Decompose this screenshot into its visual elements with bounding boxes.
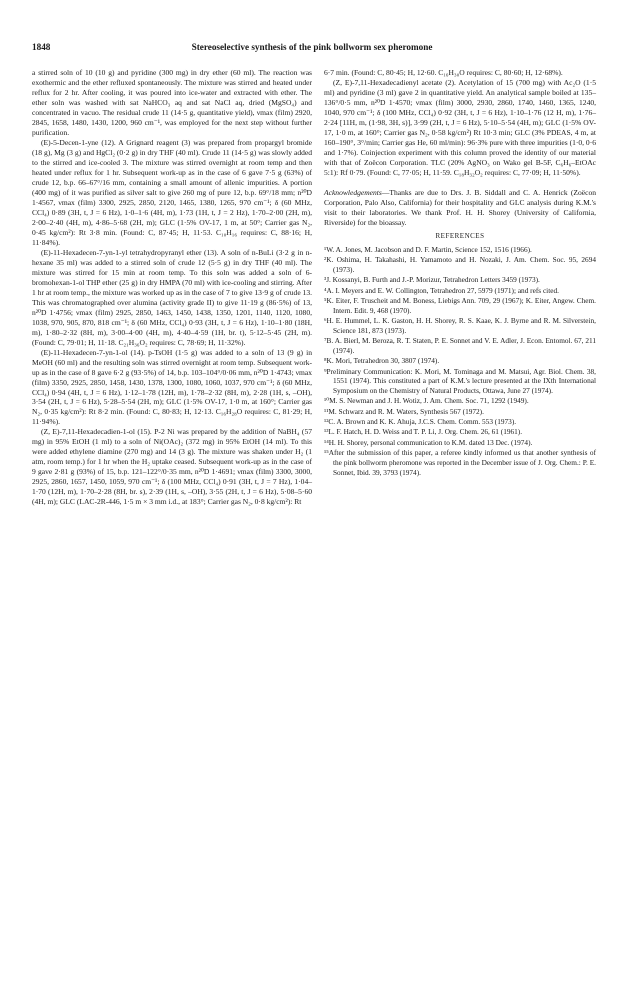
reference-item: ⁸K. Mori, Tetrahedron 30, 3807 (1974). (324, 356, 440, 366)
running-title: Stereoselective synthesis of the pink bollworm sex pheromone (191, 42, 433, 52)
acknowledgements-text: —Thanks are due to Drs. J. B. Siddall and C. A. Henrick (Zoëcon Corporation, Palo Also, California) for their hospitality and GLC analysis during K.M.'s visit to their laboratories. We thank Prof. H. H. Shorey (University of California, Riverside) for the bioassay. (324, 187, 596, 227)
reference-list (324, 245, 596, 478)
page-number: 1848 (32, 42, 51, 52)
reference-item: ⁶H. E. Hummel, L. K. Gaston, H. H. Shorey, R. S. Kaae, K. J. Byrne and R. M. Silverstein, Science 181, 873 (1973). (324, 315, 596, 335)
paragraph: (E)-5-Decen-1-yne (12). A Grignard reagent (3) was prepared from propargyl bromide (18 g), Mg (3 g) and HgCl₂ (0·2 g) in dry THF (40 ml). Crude 11 (14·5 g) was slowly added to the stirred and ice-cooled 3. The mixture was stirred overnight at room temp and then heated under reflux for 1 hr. Subsequent work-up as in the case of 6 gave 7·5 g (63%) of crude 12, b.p. 66–67°/16 mm, containing a small amount of allenic impurities. A portion (400 mg) of it was purified as silver salt to give 260 mg of pure 12, b.p. 69°/18 mm; n²⁰D 1·4567, νmax (film) 3300, 2925, 2850, 2120, 1465, 1380, 1265, 970 cm⁻¹; δ (60 MHz, CCl₄) 0·89 (3H, t, J = 6 Hz), 1·0–1·6 (4H, m), 1·73 (1H, t, J = 2 Hz), 1·70–2·00 (2H, m), 2·00–2·40 (4H, m), 4·86–5·68 (2H, m); GLC (1·5% OV-17, 1 m, at 50°; Carrier gas N₂, 0·45 kg/cm²): Rt 3·8 min. (Found: C, 87·45; H, 11·53. C₁₀H₁₆ requires: C, 88·16; H, 11·84%). (32, 137, 312, 247)
reference-item: ⁴A. I. Meyers and E. W. Collington, Tetrahedron 27, 5979 (1971); and refs cited. (324, 285, 559, 295)
reference-item: ⁷B. A. Bierl, M. Beroza, R. T. Staten, P. E. Sonnet and V. E. Adler, J. Econ. Entomol. 67, 211 (1974). (324, 336, 596, 355)
reference-item: ¹¹M. Schwarz and R. M. Waters, Synthesis 567 (1972). (324, 406, 484, 416)
spacer (324, 178, 596, 188)
left-column (32, 68, 312, 507)
reference-item: ⁹Preliminary Communication: K. Mori, M. Tominaga and M. Matsui, Agr. Biol. Chem. 38, 1551 (1974). This constituted a part of K.M.'s lecture presented at the IXth International Symposium on the Chemistry of Natural Products, Ottawa, June 27 (1974). (324, 366, 596, 395)
paragraph: a stirred soln of 10 (10 g) and pyridine (300 mg) in dry ether (60 ml). The reaction was exothermic and the ether refluxed spontaneously. The mixture was stirred and heated under reflux for 2 hr. After cooling, it was poured into ice-water and extracted with ether. The ether soln was washed with sat NaHCO₃ aq and sat NaCl aq, dried (MgSO₄) and concentrated in vacuo. The residual crude 11 (14·5 g, quantitative yield), νmax (film) 2920, 2845, 1658, 1480, 1430, 1200, 960 cm⁻¹, was employed for the next step without further purification. (32, 68, 312, 137)
reference-item: ¹⁰M. S. Newman and J. H. Wotiz, J. Am. Chem. Soc. 71, 1292 (1949). (324, 396, 529, 406)
acknowledgements (324, 188, 596, 228)
references-heading: REFERENCES (435, 231, 485, 240)
paragraph: (Z, E)-7,11-Hexadecadien-1-ol (15). P-2 Ni was prepared by the addition of NaBH₄ (57 mg) in 95% EtOH (1 ml) to a soln of Ni(OAc)₂ (372 mg) in 95% EtOH (14 ml). To this were added ethylene diamine (270 mg) and 14 (3 g). The mixture was shaken under H₂ (1 atm, room temp.) for 1 hr when the H₂ uptake ceased. Subsequent work-up as in the case of 9 gave 2·81 g (93%) of 15, b.p. 121–122°/0·35 mm, n²⁰D 1·4691; νmax (film) 3300, 3000, 2925, 2860, 1657, 1450, 1059, 970 cm⁻¹; δ (100 MHz, CCl₄) 0·91 (3H, t, J = 7 Hz), 1·04–1·70 (12H, m), 1·70–2·28 (8H, br. s), 2·39 (1H, s, –OH), 3·55 (2H, t, J = 6 Hz), 5·08–5·60 (4H, m); GLC (LAC-2R-446, 1·5 m × 3 mm i.d., at 183°; Carrier gas N₂, 0·8 kg/cm²): Rt (32, 427, 312, 507)
reference-item: ¹⁴H. H. Shorey, personal communication to K.M. dated 13 Dec. (1974). (324, 437, 533, 447)
acknowledgements-lead: Acknowledgements (324, 187, 382, 197)
paragraph: (E)-11-Hexadecen-7-yn-1-yl tetrahydropyranyl ether (13). A soln of n-BuLi (3·2 g in n-hexane 35 ml) was added to a stirred soln of crude 12 (5·5 g) in dry THF (40 ml). The mixture was stirred for 15 min at room temp. To this soln was added a soln of 6-bromohexan-1-ol THP ether (25 g) in dry HMPA (70 ml) with ice-cooling and stirring. After 1 hr at room temp., the mixture was worked up as in the case of 7 to give 13·9 g of crude 13. This was chromatographed over alumina (activity grade II) to give 11·19 g (86·5%) of 13, n²⁰D 1·4756; νmax (film) 2925, 2850, 1463, 1450, 1438, 1350, 1201, 1140, 1120, 1080, 1038, 970, 905, 870, 818 cm⁻¹; δ (60 MHz, CCl₄) 0·93 (3H, t, J = 6 Hz), 1·10–1·80 (18H, m), 1·80–2·32 (8H, m), 3·00–4·00 (4H, m), 4·40–4·59 (1H, br. t), 5·12–5·45 (2H, m). (Found: C, 79·01; H, 11·18. C₂₁H₃₆O₂ requires: C, 78·69; H, 11·32%). (32, 247, 312, 347)
reference-item: ³J. Kossanyi, B. Furth and J.-P. Morizur, Tetrahedron Letters 3459 (1973). (324, 275, 540, 285)
reference-item: ¹W. A. Jones, M. Jacobson and D. F. Martin, Science 152, 1516 (1966). (324, 244, 532, 254)
reference-item: ¹³L. F. Hatch, H. D. Weiss and T. P. Li, J. Org. Chem. 26, 61 (1961). (324, 427, 523, 437)
paragraph: 6·7 min. (Found: C, 80·45; H, 12·60. C₁₆H₃₀O requires: C, 80·60; H, 12·68%). (324, 68, 563, 77)
reference-item: ²K. Oshima, H. Takahashi, H. Yamamoto and H. Nozaki, J. Am. Chem. Soc. 95, 2694 (1973). (324, 255, 596, 274)
reference-item: ¹⁵After the submission of this paper, a referee kindly informed us that another synthesis of the pink bollworm pheromone was reported in the December issue of J. Org. Chem.: P. E. Sonnet, Ibid. 39, 3793 (1974). (324, 448, 596, 477)
paragraph: (Z, E)-7,11-Hexadecadienyl acetate (2). Acetylation of 15 (700 mg) with Ac₂O (1·5 ml) and pyridine (3 ml) gave 2 in quantitative yield. An analytical sample boiled at 135–136°/0·5 mm, n²⁰D 1·4570; νmax (film) 3000, 2930, 2860, 1740, 1460, 1365, 1240, 1040, 970 cm⁻¹; δ (100 MHz, CCl₄) 0·92 (3H, t, J = 6 Hz), 1·10–1·76 (12 H, m), 1·76–2·24 [11H, m, (1·98, 3H, s)], 3·99 (2H, t, J = 6 Hz), 5·10–5·54 (4H, m); GLC (1·5% OV-17, 1·0 m, at 160°; Carrier gas N₂, 0·58 kg/cm²) Rt 10·3 min; GLC (3% PDEAS, 4 m, at 160–190°, 3°/min; Carrier gas He, 60 ml/min): 96·3% pure with three impurities (1·0, 0·6 and 1·7%). Coinjection experiment with this column proved the identity of our material with that of Zoëcon Corporation. TLC (20% AgNO₃ on Wako gel B-5F, C₆H₆–EtOAc 5:1): Rf 0·79. (Found: C, 77·05; H, 11·59. C₁₈H₃₂O₂ requires: C, 77·09; H, 11·50%). (324, 77, 596, 177)
paragraph: (E)-11-Hexadecen-7-yn-1-ol (14). p-TsOH (1·5 g) was added to a soln of 13 (9 g) in MeOH (60 ml) and the resulting soln was stirred overnight at room temp. Subsequent work-up as in the case of 8 gave 6·2 g (93·5%) of 14, b.p. 103–104°/0·06 mm, n²⁰D 1·4743; νmax (film) 3350, 2925, 2850, 1458, 1430, 1378, 1300, 1080, 1060, 1037, 970 cm⁻¹; δ (60 MHz, CCl₄) 0·94 (4H, t, J = 6 Hz), 1·12–1·78 (12H, m), 1·78–2·32 (8H, m), 2·28 (1H, s, –OH), 3·54 (2H, t, J = 6 Hz), 5·28–5·54 (2H, m); GLC (1·5% OV-17, 1·0 m, at 160°; Carrier gas N₂, 0·35 kg/cm²): Rt 8·2 min. (Found: C, 80·83; H, 12·13. C₁₆H₂₈O requires: C, 81·29; H, 11·94%). (32, 347, 312, 427)
page-header (32, 42, 592, 56)
right-column (324, 68, 596, 478)
reference-item: ¹²C. A. Brown and K. K. Ahuja, J.C.S. Chem. Comm. 553 (1973). (324, 417, 517, 427)
reference-item: ⁵K. Eiter, F. Truscheit and M. Boness, Liebigs Ann. 709, 29 (1967); K. Eiter, Angew. Chem. Intern. Edit. 9, 468 (1970). (324, 295, 596, 315)
